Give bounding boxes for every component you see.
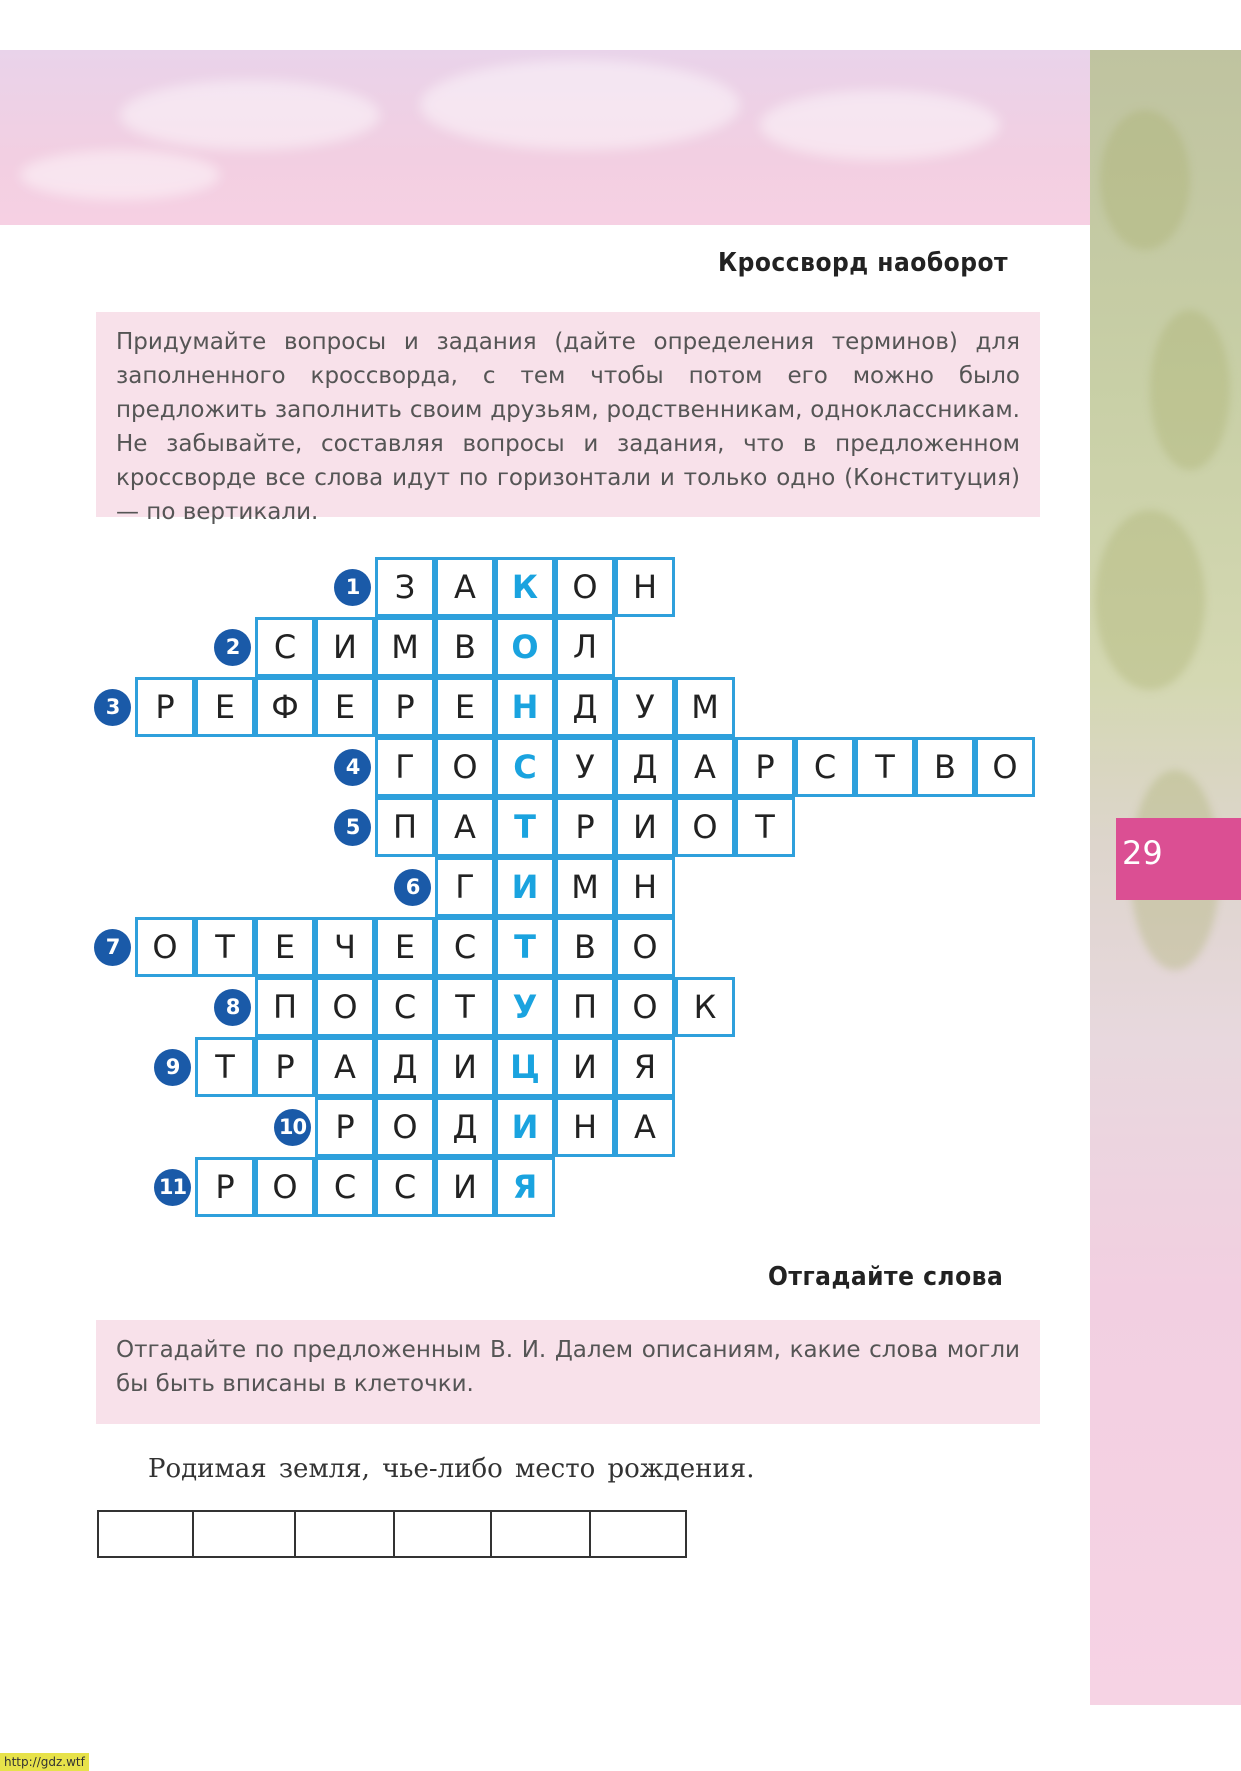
crossword-cell: Р bbox=[255, 1037, 315, 1097]
crossword-key-cell: И bbox=[495, 1097, 555, 1157]
crossword-cell: П bbox=[555, 977, 615, 1037]
crossword-cell: С bbox=[375, 977, 435, 1037]
crossword-cell: Р bbox=[135, 677, 195, 737]
crossword-cell: Ч bbox=[315, 917, 375, 977]
crossword-cell: В bbox=[915, 737, 975, 797]
crossword-cell: П bbox=[255, 977, 315, 1037]
crossword-cell: Р bbox=[375, 677, 435, 737]
crossword-cell: Р bbox=[195, 1157, 255, 1217]
crossword-key-cell: У bbox=[495, 977, 555, 1037]
crossword-cell: У bbox=[555, 737, 615, 797]
crossword-task-box bbox=[96, 312, 1040, 525]
answer-cell[interactable] bbox=[393, 1510, 492, 1558]
watermark: http://gdz.wtf bbox=[0, 1753, 89, 1771]
crossword-cell: З bbox=[375, 557, 435, 617]
crossword-cell: Н bbox=[615, 557, 675, 617]
crossword-cell: Я bbox=[615, 1037, 675, 1097]
clue-number-badge: 3 bbox=[94, 689, 131, 726]
clue-number-badge: 9 bbox=[154, 1049, 191, 1086]
crossword-cell: С bbox=[435, 917, 495, 977]
crossword-cell: Е bbox=[255, 917, 315, 977]
crossword-key-cell: К bbox=[495, 557, 555, 617]
crossword-cell: С bbox=[315, 1157, 375, 1217]
crossword-cell: И bbox=[555, 1037, 615, 1097]
crossword-cell: О bbox=[135, 917, 195, 977]
crossword-cell: М bbox=[555, 857, 615, 917]
crossword-cell: М bbox=[675, 677, 735, 737]
crossword-cell: О bbox=[555, 557, 615, 617]
crossword-cell: И bbox=[435, 1157, 495, 1217]
guess-words-heading: Отгадайте слова bbox=[768, 1262, 1004, 1292]
crossword-cell: В bbox=[435, 617, 495, 677]
crossword-cell: П bbox=[375, 797, 435, 857]
crossword-cell: Т bbox=[855, 737, 915, 797]
answer-cell[interactable] bbox=[490, 1510, 591, 1558]
crossword-cell: У bbox=[615, 677, 675, 737]
crossword-cell: Н bbox=[615, 857, 675, 917]
clue-number-badge: 11 bbox=[154, 1169, 191, 1206]
crossword-cell: И bbox=[615, 797, 675, 857]
crossword-cell: Е bbox=[315, 677, 375, 737]
crossword-cell: И bbox=[315, 617, 375, 677]
answer-cell[interactable] bbox=[97, 1510, 194, 1558]
crossword-cell: А bbox=[435, 797, 495, 857]
clue-number-badge: 1 bbox=[334, 569, 371, 606]
clue-number-badge: 10 bbox=[274, 1109, 311, 1146]
guess-task-text: Отгадайте по предложенным В. И. Далем описаниям, какие слова могли бы быть вписаны в клеточки. bbox=[116, 1337, 1020, 1397]
crossword-key-cell: О bbox=[495, 617, 555, 677]
clue-number-badge: 5 bbox=[334, 809, 371, 846]
crossword-cell: М bbox=[375, 617, 435, 677]
crossword-cell: О bbox=[975, 737, 1035, 797]
crossword-cell: Е bbox=[195, 677, 255, 737]
crossword-cell: Т bbox=[735, 797, 795, 857]
crossword-cell: О bbox=[255, 1157, 315, 1217]
crossword-heading: Кроссворд наоборот bbox=[718, 248, 1009, 278]
crossword-key-cell: И bbox=[495, 857, 555, 917]
crossword-key-cell: Т bbox=[495, 797, 555, 857]
crossword-cell: И bbox=[435, 1037, 495, 1097]
crossword-cell: О bbox=[315, 977, 375, 1037]
crossword-cell: Е bbox=[435, 677, 495, 737]
header-sky-photo bbox=[0, 50, 1241, 225]
crossword-cell: Т bbox=[195, 917, 255, 977]
crossword-cell: К bbox=[675, 977, 735, 1037]
clue-number-badge: 8 bbox=[214, 989, 251, 1026]
crossword-task-text: Придумайте вопросы и задания (дайте определения терминов) для заполненного кроссворда, с тем чтобы потом его можно было предложить заполнить своим друзьям, родственникам, одноклассникам. Не забывайте, составляя вопросы и задания, что в предложенном кроссворде все слова идут по горизонтали и только одно (Конституция) — по вертикали. bbox=[116, 329, 1020, 525]
crossword-cell: Н bbox=[555, 1097, 615, 1157]
crossword-cell: О bbox=[615, 977, 675, 1037]
clue-number-badge: 6 bbox=[394, 869, 431, 906]
crossword-key-cell: Н bbox=[495, 677, 555, 737]
crossword-cell: О bbox=[675, 797, 735, 857]
crossword-key-cell: Ц bbox=[495, 1037, 555, 1097]
crossword-cell: Д bbox=[375, 1037, 435, 1097]
crossword-cell: Л bbox=[555, 617, 615, 677]
crossword-cell: С bbox=[255, 617, 315, 677]
clue-number-badge: 2 bbox=[214, 629, 251, 666]
answer-cell[interactable] bbox=[294, 1510, 395, 1558]
crossword-cell: А bbox=[675, 737, 735, 797]
crossword-cell: А bbox=[435, 557, 495, 617]
crossword-key-cell: Т bbox=[495, 917, 555, 977]
crossword-cell: Р bbox=[555, 797, 615, 857]
clue-number-badge: 4 bbox=[334, 749, 371, 786]
crossword-cell: Г bbox=[435, 857, 495, 917]
crossword-cell: С bbox=[795, 737, 855, 797]
answer-cell[interactable] bbox=[192, 1510, 296, 1558]
guess-task-box bbox=[96, 1320, 1040, 1424]
crossword-cell: Е bbox=[375, 917, 435, 977]
crossword-cell: Г bbox=[375, 737, 435, 797]
crossword-cell: Д bbox=[555, 677, 615, 737]
crossword-cell: А bbox=[315, 1037, 375, 1097]
crossword-key-cell: Я bbox=[495, 1157, 555, 1217]
crossword-cell: О bbox=[435, 737, 495, 797]
page-number: 29 bbox=[1122, 834, 1163, 872]
crossword-cell: О bbox=[615, 917, 675, 977]
crossword-cell: О bbox=[375, 1097, 435, 1157]
crossword-cell: В bbox=[555, 917, 615, 977]
crossword-cell: А bbox=[615, 1097, 675, 1157]
crossword-cell: Д bbox=[615, 737, 675, 797]
crossword-cell: Т bbox=[195, 1037, 255, 1097]
answer-cell[interactable] bbox=[589, 1510, 687, 1558]
riddle-text: Родимая земля, чье-либо место рождения. bbox=[148, 1454, 755, 1484]
crossword-key-cell: С bbox=[495, 737, 555, 797]
crossword-cell: С bbox=[375, 1157, 435, 1217]
crossword-cell: Д bbox=[435, 1097, 495, 1157]
crossword-cell: Ф bbox=[255, 677, 315, 737]
crossword-cell: Т bbox=[435, 977, 495, 1037]
clue-number-badge: 7 bbox=[94, 929, 131, 966]
crossword-cell: Р bbox=[315, 1097, 375, 1157]
crossword-cell: Р bbox=[735, 737, 795, 797]
